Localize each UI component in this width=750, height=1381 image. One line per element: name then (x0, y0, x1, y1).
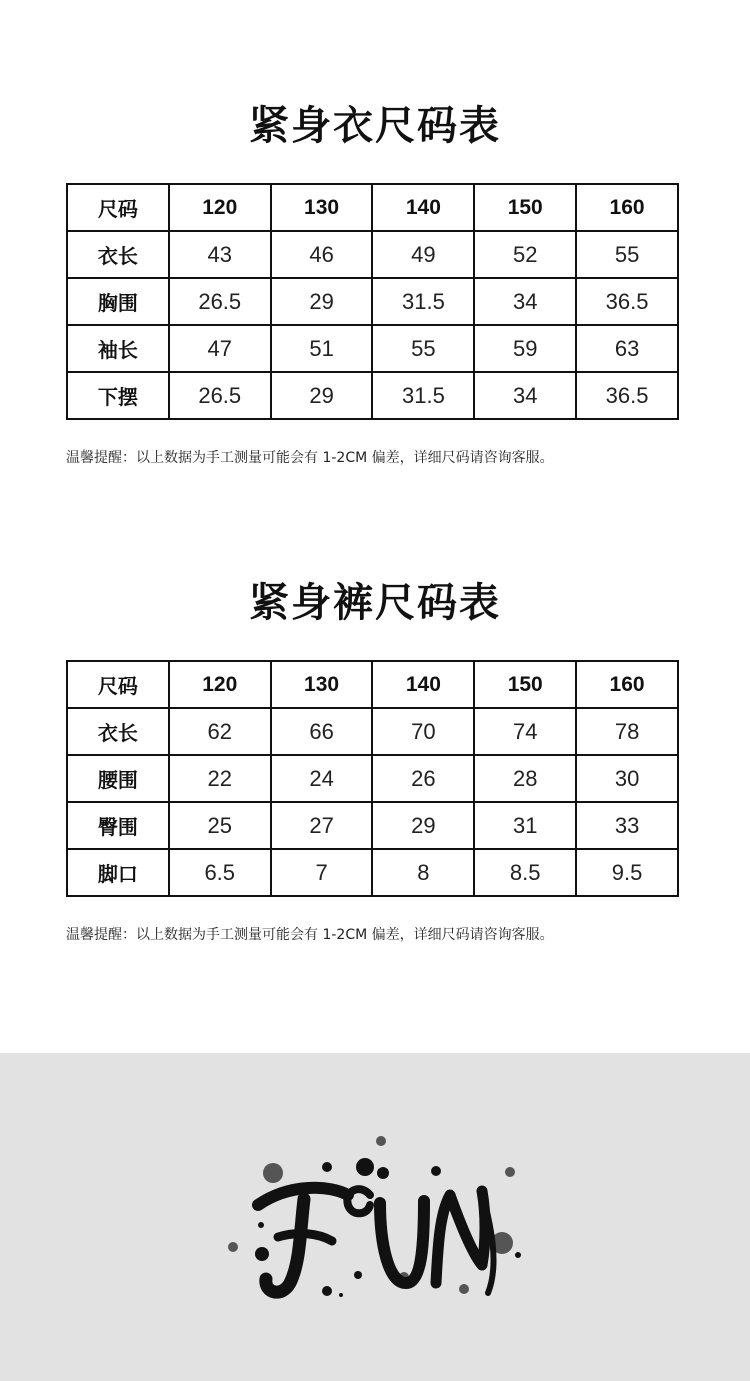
table-cell: 31.5 (372, 372, 474, 419)
table-cell: 78 (576, 708, 678, 755)
header-cell: 尺码 (67, 661, 169, 708)
row-label: 衣长 (67, 231, 169, 278)
row-label: 腰围 (67, 755, 169, 802)
table-cell: 24 (271, 755, 373, 802)
table-row (67, 849, 678, 896)
table-cell: 31.5 (372, 278, 474, 325)
table-cell: 62 (169, 708, 271, 755)
table-row (67, 278, 678, 325)
table-cell: 29 (372, 802, 474, 849)
table-cell: 49 (372, 231, 474, 278)
table-cell: 51 (271, 325, 373, 372)
row-label: 臀围 (67, 802, 169, 849)
row-label: 袖长 (67, 325, 169, 372)
table-cell: 63 (576, 325, 678, 372)
table-cell: 26.5 (169, 278, 271, 325)
top-size-table (66, 183, 679, 420)
table-header-row (67, 184, 678, 231)
header-cell: 160 (576, 661, 678, 708)
brand-logo (220, 1133, 530, 1313)
row-label: 脚口 (67, 849, 169, 896)
bottom-size-note: 温馨提醒：以上数据为手工测量可能会有 1-2CM 偏差，详细尺码请咨询客服。 (66, 927, 554, 943)
table-row (67, 325, 678, 372)
header-cell: 尺码 (67, 184, 169, 231)
table-cell: 29 (271, 278, 373, 325)
table-cell: 55 (576, 231, 678, 278)
table-cell: 30 (576, 755, 678, 802)
table-row (67, 802, 678, 849)
table-cell: 36.5 (576, 278, 678, 325)
header-cell: 140 (372, 184, 474, 231)
bottom-size-table (66, 660, 679, 897)
table-cell: 8.5 (474, 849, 576, 896)
table-row (67, 708, 678, 755)
table-cell: 66 (271, 708, 373, 755)
top-size-note: 温馨提醒：以上数据为手工测量可能会有 1-2CM 偏差，详细尺码请咨询客服。 (66, 450, 554, 466)
table-cell: 9.5 (576, 849, 678, 896)
header-cell: 150 (474, 184, 576, 231)
table-cell: 52 (474, 231, 576, 278)
top-chart-title: 紧身衣尺码表 (249, 103, 501, 149)
table-cell: 59 (474, 325, 576, 372)
table-cell: 55 (372, 325, 474, 372)
header-cell: 140 (372, 661, 474, 708)
table-header-row (67, 661, 678, 708)
table-cell: 7 (271, 849, 373, 896)
table-cell: 70 (372, 708, 474, 755)
table-cell: 33 (576, 802, 678, 849)
table-cell: 22 (169, 755, 271, 802)
header-cell: 120 (169, 661, 271, 708)
row-label: 胸围 (67, 278, 169, 325)
table-cell: 36.5 (576, 372, 678, 419)
row-label: 下摆 (67, 372, 169, 419)
table-cell: 34 (474, 372, 576, 419)
table-cell: 43 (169, 231, 271, 278)
table-cell: 46 (271, 231, 373, 278)
header-cell: 120 (169, 184, 271, 231)
table-cell: 34 (474, 278, 576, 325)
table-cell: 6.5 (169, 849, 271, 896)
table-cell: 26 (372, 755, 474, 802)
table-cell: 27 (271, 802, 373, 849)
table-row (67, 231, 678, 278)
table-cell: 47 (169, 325, 271, 372)
header-cell: 130 (271, 661, 373, 708)
table-cell: 28 (474, 755, 576, 802)
table-cell: 29 (271, 372, 373, 419)
table-cell: 25 (169, 802, 271, 849)
table-cell: 31 (474, 802, 576, 849)
footer-banner (0, 1053, 750, 1381)
table-row (67, 372, 678, 419)
header-cell: 130 (271, 184, 373, 231)
table-cell: 26.5 (169, 372, 271, 419)
table-cell: 74 (474, 708, 576, 755)
header-cell: 150 (474, 661, 576, 708)
row-label: 衣长 (67, 708, 169, 755)
header-cell: 160 (576, 184, 678, 231)
table-cell: 8 (372, 849, 474, 896)
table-row (67, 755, 678, 802)
bottom-chart-title: 紧身裤尺码表 (249, 580, 501, 626)
